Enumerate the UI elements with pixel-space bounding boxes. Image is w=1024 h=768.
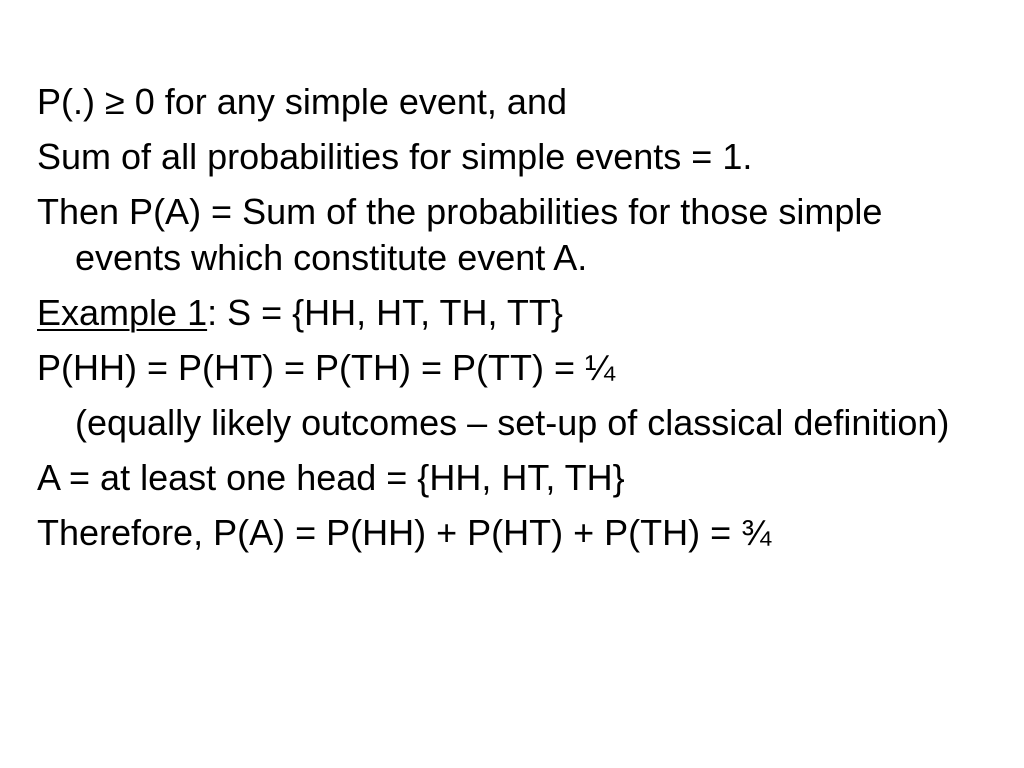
classical-definition-note: (equally likely outcomes – set-up of classical definition) — [75, 402, 950, 443]
slide-body — [37, 79, 967, 565]
example-label: Example 1 — [37, 292, 208, 333]
sample-space: : S = {HH, HT, TH, TT} — [207, 292, 563, 333]
simple-event-probabilities: P(HH) = P(HT) = P(TH) = P(TT) = ¼ — [37, 347, 616, 388]
sum-axiom: Sum of all probabilities for simple events = 1. — [37, 136, 753, 177]
event-probability-rule: Then P(A) = Sum of the probabilities for those simple events which constitute event A. — [37, 191, 883, 278]
example-heading — [37, 290, 967, 336]
nonnegativity-axiom: P(.) ≥ 0 for any simple event, and — [37, 81, 567, 122]
event-a-definition: A = at least one head = {HH, HT, TH} — [37, 457, 625, 498]
event-a-probability: Therefore, P(A) = P(HH) + P(HT) + P(TH) = ¾ — [37, 512, 772, 553]
